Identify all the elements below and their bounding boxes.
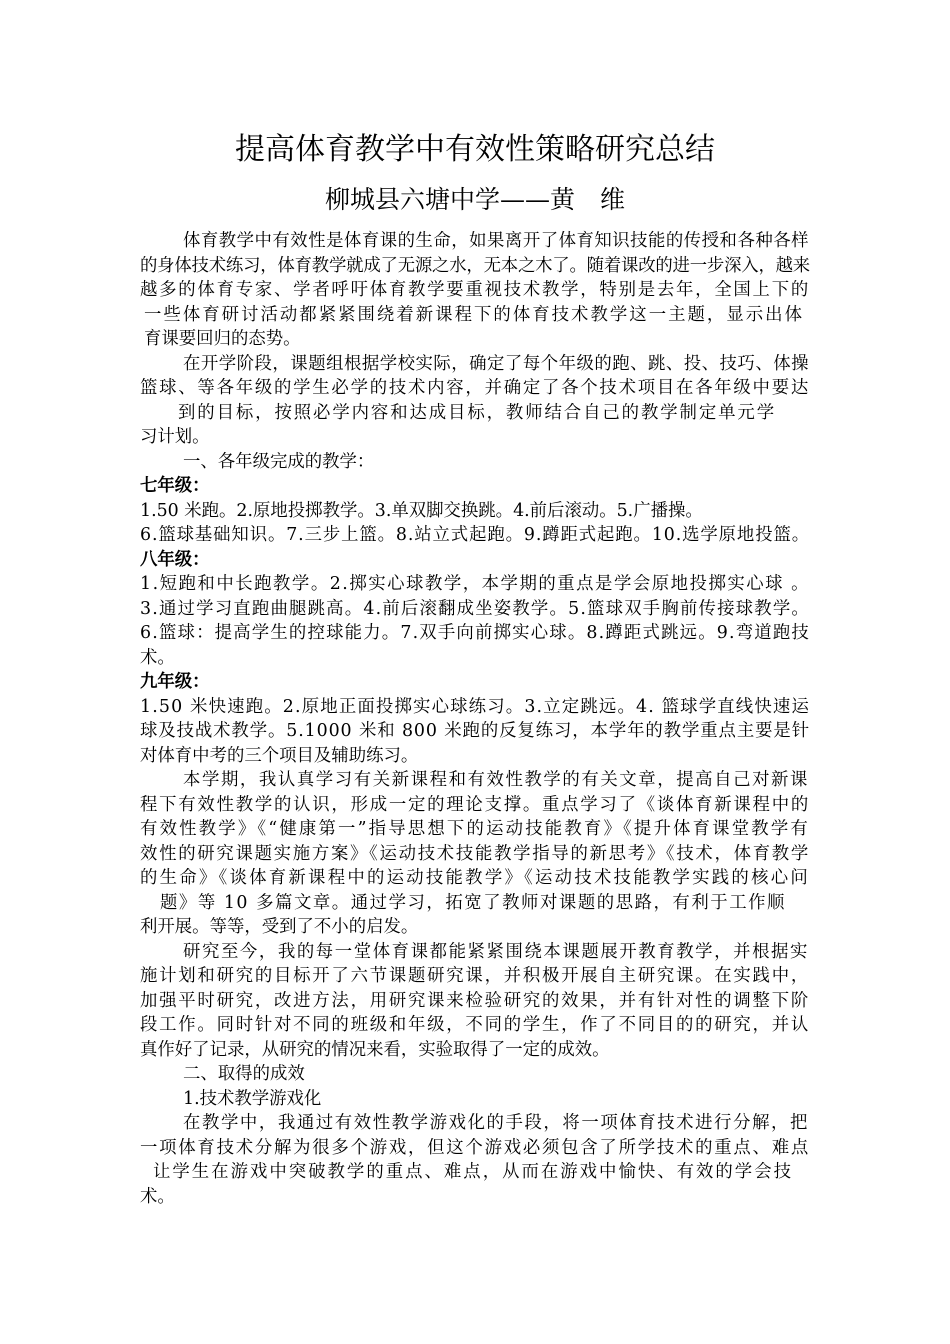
- text-line: 6.篮球基础知识。7.三步上篮。8.站立式起跑。9.蹲距式起跑。10.选学原地投篮。: [140, 525, 810, 545]
- section-heading: 二、取得的成效: [183, 1064, 305, 1084]
- text-line: 题》等 10 多篇文章。通过学习，拓宽了教师对课题的思路，有利于工作顺: [160, 893, 786, 913]
- text-line: 体育教学中有效性是体育课的生命，如果离开了体育知识技能的传授和各种各样: [183, 231, 809, 251]
- text-line: 段工作。同时针对不同的班级和年级，不同的学生，作了不同目的的研究，并认: [140, 1015, 810, 1035]
- text-line: 术。: [140, 648, 175, 668]
- document-subtitle: 柳城县六塘中学——黄 维: [324, 185, 625, 214]
- text-line: 术。: [140, 1187, 175, 1207]
- text-line: 1.50 米快速跑。2.原地正面投掷实心球练习。3.立定跳远。4. 篮球学直线快速运: [140, 697, 810, 717]
- text-line: 育课要回归的态势。: [144, 329, 301, 349]
- text-line: 效性的研究课题实施方案》《运动技术技能教学指导的新思考》《技术，体育教学: [140, 844, 810, 864]
- section-heading: 一、各年级完成的教学：: [183, 452, 375, 472]
- subsection-heading: 1.技术教学游戏化: [183, 1089, 322, 1109]
- document-title: 提高体育教学中有效性策略研究总结: [235, 132, 715, 167]
- text-line: 一项体育技术分解为很多个游戏，但这个游戏必须包含了所学技术的重点、难点: [140, 1138, 810, 1158]
- text-line: 6.篮球：提高学生的控球能力。7.双手向前掷实心球。8.蹲距式跳远。9.弯道跑技: [140, 623, 810, 643]
- text-line: 习计划。: [140, 427, 210, 447]
- text-line: 有效性教学》《“健康第一”指导思想下的运动技能教育》《提升体育课堂教学有: [140, 819, 810, 839]
- text-line: 让学生在游戏中突破教学的重点、难点，从而在游戏中愉快、有效的学会技: [153, 1162, 793, 1182]
- text-line: 真作好了记录，从研究的情况来看，实验取得了一定的成效。: [140, 1040, 610, 1060]
- text-line: 在教学中，我通过有效性教学游戏化的手段，将一项体育技术进行分解，把: [183, 1113, 809, 1133]
- text-line: 越多的体育专家、学者呼吁体育教学要重视技术教学，特别是去年，全国上下的: [140, 280, 810, 300]
- text-line: 程下有效性教学的认识，形成一定的理论支撑。重点学习了《谈体育新课程中的: [140, 795, 810, 815]
- text-line: 到的目标，按照必学内容和达成目标，教师结合自己的教学制定单元学: [178, 403, 776, 423]
- text-line: 3.通过学习直跑曲腿跳高。4.前后滚翻成坐姿教学。5.篮球双手胸前传接球教学。: [140, 599, 810, 619]
- text-line: 篮球、等各年级的学生必学的技术内容，并确定了各个技术项目在各年级中要达: [140, 378, 810, 398]
- text-line: 的生命》《谈体育新课程中的运动技能教学》《运动技术技能教学实践的核心问: [140, 868, 810, 888]
- text-line: 1.短跑和中长跑教学。2.掷实心球教学，本学期的重点是学会原地投掷实心球 。: [140, 574, 810, 594]
- text-line: 加强平时研究，改进方法，用研究课来检验研究的效果，并有针对性的调整下阶: [140, 991, 810, 1011]
- text-line: 在开学阶段，课题组根据学校实际，确定了每个年级的跑、跳、投、技巧、体操: [183, 354, 809, 374]
- text-line: 1.50 米跑。2.原地投掷教学。3.单双脚交换跳。4.前后滚动。5.广播操。: [140, 501, 703, 521]
- text-line: 一些体育研讨活动都紧紧围绕着新课程下的体育技术教学这一主题，显示出体: [144, 305, 804, 325]
- text-line: 施计划和研究的目标开了六节课题研究课，并积极开展自主研究课。在实践中，: [140, 966, 810, 986]
- text-line: 利开展。等等，受到了不小的启发。: [140, 917, 419, 937]
- text-line: 本学期，我认真学习有关新课程和有效性教学的有关文章，提高自己对新课: [183, 770, 809, 790]
- grade-heading: 七年级：: [140, 476, 210, 496]
- text-line: 球及技战术教学。5.1000 米和 800 米跑的反复练习，本学年的教学重点主要是针: [140, 721, 810, 741]
- text-line: 研究至今，我的每一堂体育课都能紧紧围绕本课题展开教育教学，并根据实: [183, 942, 809, 962]
- grade-heading: 八年级：: [140, 550, 210, 570]
- text-line: 的身体技术练习，体育教学就成了无源之水，无本之木了。随着课改的进一步深入，越来: [140, 256, 810, 276]
- text-line: 对体育中考的三个项目及辅助练习。: [140, 746, 419, 766]
- grade-heading: 九年级：: [140, 672, 210, 692]
